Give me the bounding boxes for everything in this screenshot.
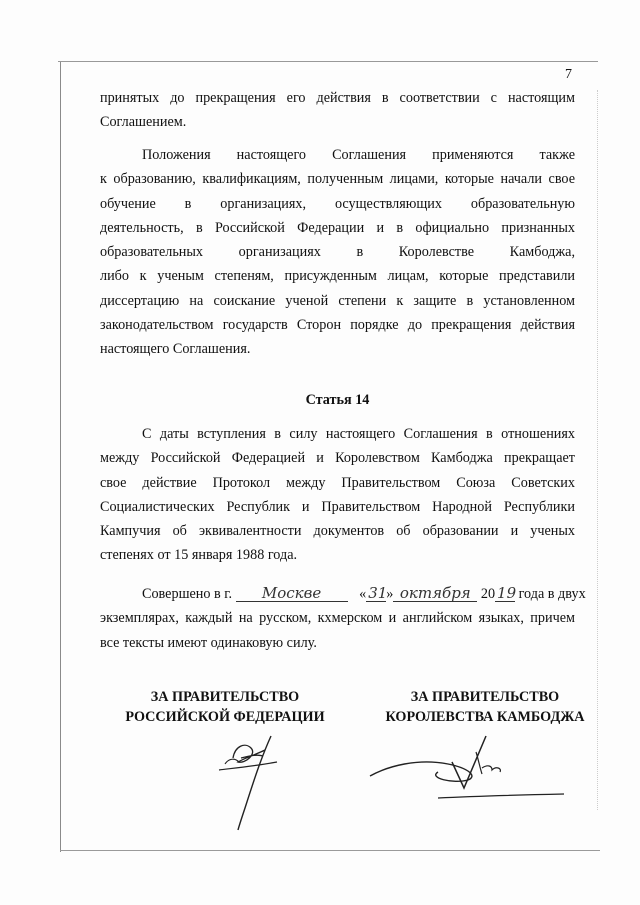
text-line: к образованию, квалификациям, полученным лицами, которые начали свое [100,171,575,188]
scan-edge-bottom [60,850,600,851]
page-number: 7 [565,67,572,82]
signatory-cambodia [365,687,605,727]
text-line: С даты вступления в силу настоящего Соглашения в отношениях [142,426,575,442]
text-line: образовательных организациях в Королевстве Камбоджа, [100,244,575,261]
signature-cambodia [368,728,568,803]
scan-edge-left [60,62,61,852]
text-line: принятых до прекращения его действия в соответствии с настоящим [100,90,575,106]
execution-line-1 [100,582,586,606]
signatory-russia [100,687,350,727]
text-line: между Российской Федерацией и Королевством Камбоджа прекращает [100,450,575,467]
text-line: либо к ученым степеням, присужденным лицам, которые представили [100,268,575,285]
text-line: все тексты имеют одинаковую силу. [100,634,317,651]
done-suffix: года в двух [518,586,586,602]
text-line: обучение в организациях, осуществляющих образовательную [100,195,575,212]
day-handwritten: 31 [368,584,388,602]
signatory-line: ЗА ПРАВИТЕЛЬСТВО [410,689,560,705]
month-handwritten: октября [393,585,477,602]
year-prefix: 20 [480,586,496,602]
execution-clause [100,582,586,655]
text-line: законодательством государств Сторон порядке до прекращения действия [100,317,575,334]
scan-edge-top [58,61,598,62]
text-line: деятельность, в Российской Федерации и в официально признанных [100,219,575,236]
text-line: Социалистических Республик и Правительством Народной Республики [100,498,575,515]
city-handwritten: Москве [236,585,348,602]
provisions-paragraph [100,143,575,362]
quote-close: » [386,586,394,602]
done-prefix: Совершено в г. [142,586,233,602]
signature-russia [205,728,295,833]
text-line: экземплярах, каждый на русском, кхмерском и английском языках, причем [100,610,575,627]
intro-paragraph [100,86,575,135]
text-line: настоящего Соглашения. [100,341,251,358]
signatory-line: ЗА ПРАВИТЕЛЬСТВО [150,689,300,705]
text-line: Кампучия об эквивалентности документов об образовании и ученых [100,523,575,540]
signatory-line: КОРОЛЕВСТВА КАМБОДЖА [385,709,585,725]
text-line: диссертацию на соискание ученой степени к защите в установленном [100,292,575,309]
text-line: Соглашением. [100,114,187,131]
signatory-line: РОССИЙСКОЙ ФЕДЕРАЦИИ [125,709,325,725]
year-handwritten: 19 [497,584,517,602]
text-line: Положения настоящего Соглашения применяются также [142,147,575,163]
article-paragraph [100,422,575,568]
quote-open: « [359,586,367,602]
text-line: свое действие Протокол между Правительством Союза Советских [100,474,575,491]
text-line: степенях от 15 января 1988 года. [100,547,298,564]
article-heading: Статья 14 [305,392,370,408]
